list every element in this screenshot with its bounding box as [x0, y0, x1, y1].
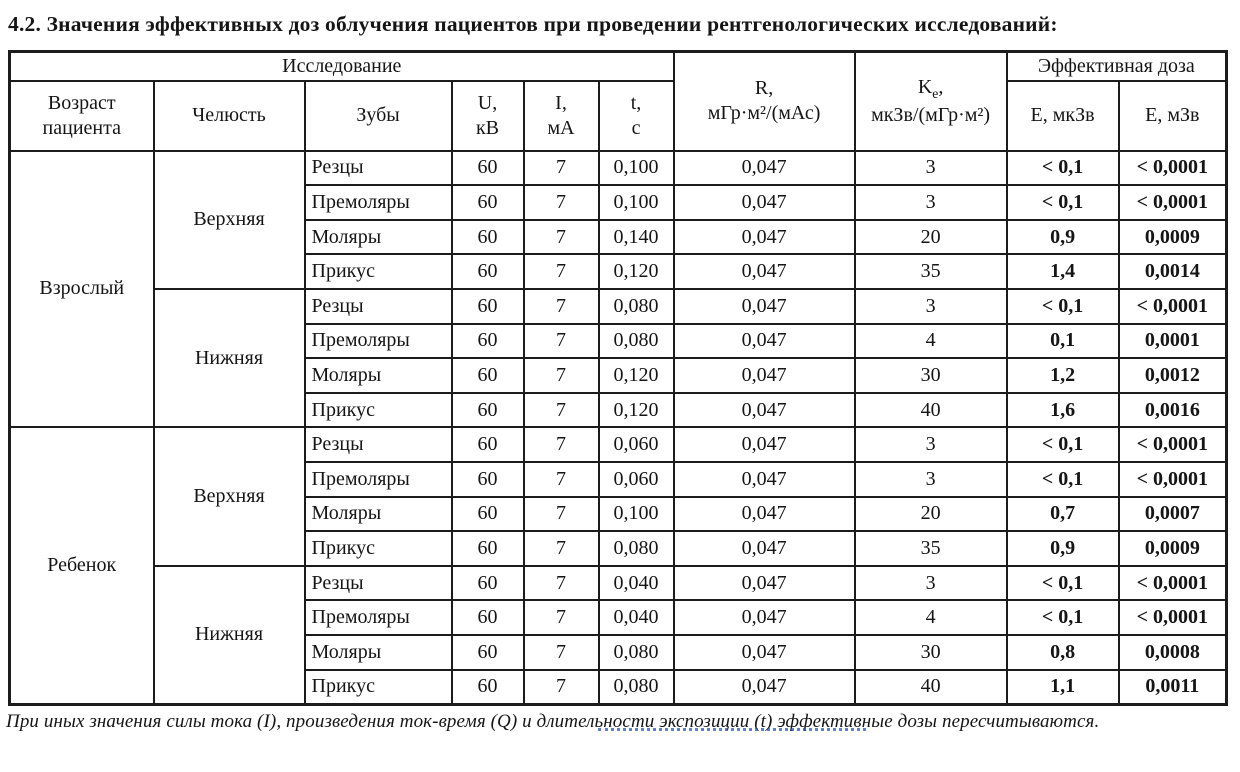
cell-r: 0,047	[674, 531, 855, 566]
cell-i: 7	[524, 670, 599, 705]
cell-e-mkzv: 0,1	[1007, 324, 1119, 359]
cell-i: 7	[524, 566, 599, 601]
cell-teeth: Моляры	[305, 497, 452, 532]
header-jaw: Челюсть	[154, 81, 305, 151]
cell-teeth: Резцы	[305, 427, 452, 462]
cell-u: 60	[452, 600, 524, 635]
cell-e-mkzv: < 0,1	[1007, 289, 1119, 324]
cell-t: 0,060	[599, 462, 674, 497]
cell-t: 0,040	[599, 566, 674, 601]
cell-jaw: Нижняя	[154, 566, 305, 704]
cell-u: 60	[452, 531, 524, 566]
header-effective-dose: Эффективная доза	[1007, 52, 1227, 81]
cell-e-mzv: 0,0014	[1119, 254, 1227, 289]
page-title: 4.2. Значения эффективных доз облучения пациентов при проведении рентгенологических исследований:	[8, 12, 1058, 36]
cell-r: 0,047	[674, 151, 855, 186]
cell-e-mzv: < 0,0001	[1119, 600, 1227, 635]
cell-i: 7	[524, 220, 599, 255]
header-voltage: U, кВ	[452, 81, 524, 151]
cell-ke: 3	[855, 185, 1007, 220]
cell-u: 60	[452, 358, 524, 393]
cell-e-mkzv: 0,9	[1007, 531, 1119, 566]
cell-ke: 40	[855, 393, 1007, 428]
cell-e-mzv: 0,0009	[1119, 531, 1227, 566]
table-row	[10, 566, 1227, 601]
header-r-symbol: R,	[754, 77, 774, 100]
cell-i: 7	[524, 185, 599, 220]
cell-u: 60	[452, 151, 524, 186]
cell-i: 7	[524, 254, 599, 289]
header-r-units: мГр·м²/(мАс)	[707, 102, 821, 125]
cell-u: 60	[452, 254, 524, 289]
cell-r: 0,047	[674, 289, 855, 324]
cell-t: 0,080	[599, 531, 674, 566]
cell-e-mkzv: 1,1	[1007, 670, 1119, 705]
cell-t: 0,100	[599, 185, 674, 220]
cell-t: 0,120	[599, 393, 674, 428]
table-row	[10, 151, 1227, 186]
cell-t: 0,080	[599, 635, 674, 670]
cell-e-mzv: 0,0007	[1119, 497, 1227, 532]
cell-e-mzv: < 0,0001	[1119, 151, 1227, 186]
cell-ke: 3	[855, 462, 1007, 497]
cell-e-mzv: < 0,0001	[1119, 462, 1227, 497]
cell-teeth: Моляры	[305, 220, 452, 255]
cell-r: 0,047	[674, 427, 855, 462]
cell-u: 60	[452, 462, 524, 497]
cell-r: 0,047	[674, 497, 855, 532]
cell-r: 0,047	[674, 254, 855, 289]
cell-e-mzv: 0,0009	[1119, 220, 1227, 255]
cell-u: 60	[452, 324, 524, 359]
cell-i: 7	[524, 462, 599, 497]
cell-r: 0,047	[674, 600, 855, 635]
cell-e-mkzv: 0,8	[1007, 635, 1119, 670]
cell-u: 60	[452, 566, 524, 601]
dose-table-body	[10, 151, 1227, 705]
cell-ke: 3	[855, 289, 1007, 324]
cell-e-mzv: < 0,0001	[1119, 289, 1227, 324]
cell-e-mzv: 0,0012	[1119, 358, 1227, 393]
cell-e-mkzv: 1,6	[1007, 393, 1119, 428]
cell-ke: 20	[855, 220, 1007, 255]
header-time: t, с	[599, 81, 674, 151]
cell-e-mkzv: < 0,1	[1007, 462, 1119, 497]
cell-teeth: Резцы	[305, 566, 452, 601]
cell-jaw: Верхняя	[154, 151, 305, 289]
cell-e-mzv: 0,0011	[1119, 670, 1227, 705]
cell-i: 7	[524, 289, 599, 324]
cell-jaw: Нижняя	[154, 289, 305, 427]
header-row-top	[10, 52, 1227, 81]
cell-r: 0,047	[674, 358, 855, 393]
cell-i: 7	[524, 600, 599, 635]
cell-t: 0,080	[599, 670, 674, 705]
cell-ke: 4	[855, 324, 1007, 359]
cell-u: 60	[452, 393, 524, 428]
cell-t: 0,120	[599, 358, 674, 393]
cell-u: 60	[452, 185, 524, 220]
cell-e-mkzv: < 0,1	[1007, 427, 1119, 462]
dose-table-header	[10, 52, 1227, 151]
cell-u: 60	[452, 427, 524, 462]
header-current: I, мА	[524, 81, 599, 151]
cell-i: 7	[524, 635, 599, 670]
cell-u: 60	[452, 289, 524, 324]
cell-t: 0,040	[599, 600, 674, 635]
header-r	[674, 52, 855, 151]
cell-e-mkzv: 0,7	[1007, 497, 1119, 532]
cell-r: 0,047	[674, 566, 855, 601]
cell-t: 0,100	[599, 151, 674, 186]
cell-e-mzv: < 0,0001	[1119, 427, 1227, 462]
header-row-bottom	[10, 81, 1227, 151]
footnote: При иных значения силы тока (I), произведения ток-время (Q) и длительности экспозиции (t) эффективные дозы пересчитываются.	[6, 710, 1100, 732]
cell-e-mkzv: 1,2	[1007, 358, 1119, 393]
header-e-mzv: E, мЗв	[1119, 81, 1227, 151]
cell-e-mzv: < 0,0001	[1119, 185, 1227, 220]
header-ke-units: мкЗв/(мГр·м²)	[871, 103, 991, 126]
cell-r: 0,047	[674, 670, 855, 705]
header-study: Исследование	[10, 52, 674, 81]
cell-e-mkzv: < 0,1	[1007, 185, 1119, 220]
cell-ke: 3	[855, 151, 1007, 186]
cell-jaw: Верхняя	[154, 427, 305, 565]
cell-ke: 20	[855, 497, 1007, 532]
cell-r: 0,047	[674, 324, 855, 359]
cell-teeth: Премоляры	[305, 462, 452, 497]
cell-e-mzv: 0,0008	[1119, 635, 1227, 670]
cell-i: 7	[524, 497, 599, 532]
cell-i: 7	[524, 531, 599, 566]
cell-teeth: Прикус	[305, 393, 452, 428]
cell-ke: 30	[855, 635, 1007, 670]
cell-i: 7	[524, 427, 599, 462]
cell-age: Ребенок	[10, 427, 154, 704]
cell-ke: 3	[855, 427, 1007, 462]
cell-i: 7	[524, 151, 599, 186]
cell-e-mkzv: 0,9	[1007, 220, 1119, 255]
cell-t: 0,060	[599, 427, 674, 462]
cell-e-mzv: < 0,0001	[1119, 566, 1227, 601]
cell-i: 7	[524, 393, 599, 428]
header-age: Возраст пациента	[10, 81, 154, 151]
cell-teeth: Резцы	[305, 151, 452, 186]
cell-i: 7	[524, 324, 599, 359]
cell-r: 0,047	[674, 635, 855, 670]
cell-r: 0,047	[674, 220, 855, 255]
cell-e-mkzv: < 0,1	[1007, 151, 1119, 186]
cell-t: 0,120	[599, 254, 674, 289]
cell-ke: 30	[855, 358, 1007, 393]
cell-u: 60	[452, 635, 524, 670]
table-row	[10, 289, 1227, 324]
cell-r: 0,047	[674, 462, 855, 497]
cell-r: 0,047	[674, 393, 855, 428]
cell-age: Взрослый	[10, 151, 154, 428]
header-e-mkzv: E, мкЗв	[1007, 81, 1119, 151]
cell-t: 0,100	[599, 497, 674, 532]
cell-ke: 35	[855, 531, 1007, 566]
cell-e-mzv: 0,0016	[1119, 393, 1227, 428]
cell-t: 0,140	[599, 220, 674, 255]
cell-teeth: Резцы	[305, 289, 452, 324]
cell-u: 60	[452, 670, 524, 705]
cell-ke: 3	[855, 566, 1007, 601]
cell-r: 0,047	[674, 185, 855, 220]
cell-ke: 35	[855, 254, 1007, 289]
cell-i: 7	[524, 358, 599, 393]
cell-teeth: Моляры	[305, 358, 452, 393]
cell-teeth: Премоляры	[305, 324, 452, 359]
cell-e-mkzv: < 0,1	[1007, 566, 1119, 601]
cell-teeth: Прикус	[305, 670, 452, 705]
cell-teeth: Прикус	[305, 531, 452, 566]
cell-teeth: Премоляры	[305, 185, 452, 220]
cell-teeth: Премоляры	[305, 600, 452, 635]
header-ke-symbol: $K_е$,	[917, 75, 944, 101]
cell-ke: 4	[855, 600, 1007, 635]
cell-u: 60	[452, 220, 524, 255]
cell-e-mkzv: < 0,1	[1007, 600, 1119, 635]
dose-table	[8, 50, 1228, 706]
header-ke	[855, 52, 1007, 151]
cell-u: 60	[452, 497, 524, 532]
header-teeth: Зубы	[305, 81, 452, 151]
cell-teeth: Моляры	[305, 635, 452, 670]
table-row	[10, 427, 1227, 462]
cell-ke: 40	[855, 670, 1007, 705]
cell-t: 0,080	[599, 289, 674, 324]
cell-teeth: Прикус	[305, 254, 452, 289]
cell-e-mzv: 0,0001	[1119, 324, 1227, 359]
cell-e-mkzv: 1,4	[1007, 254, 1119, 289]
cell-t: 0,080	[599, 324, 674, 359]
